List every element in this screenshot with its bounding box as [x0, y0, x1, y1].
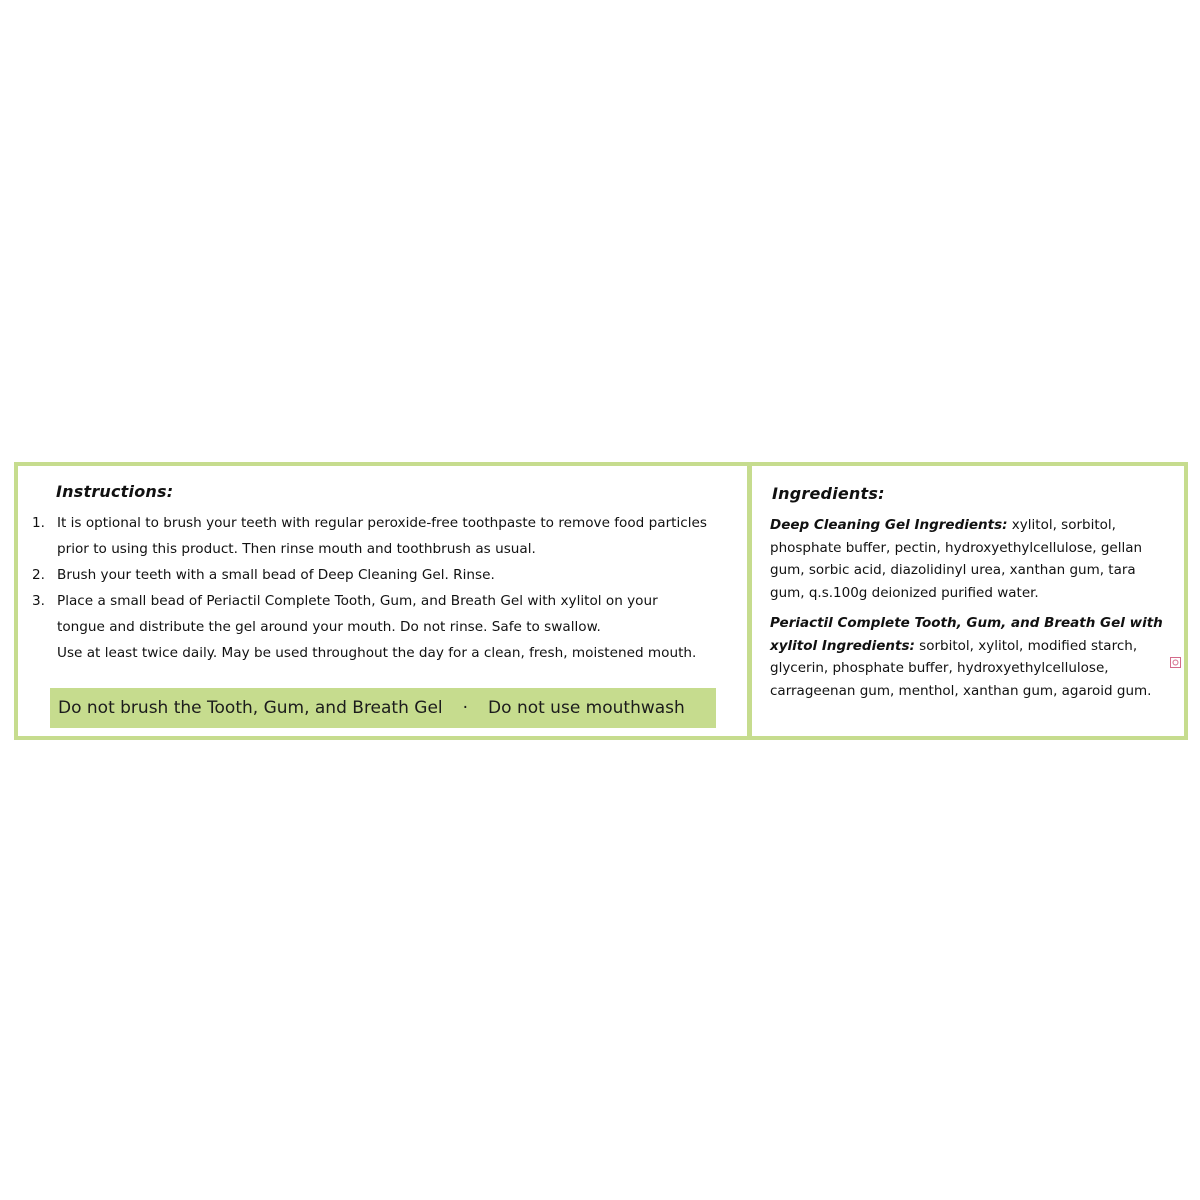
ingredient-text: phosphate buffer, pectin, hydroxyethylcellulose, gellan: [770, 539, 1143, 556]
instructions-list: [32, 510, 744, 666]
panel-divider: [747, 466, 752, 736]
deep-cleaning-ingredients: [770, 514, 1175, 604]
step-number: 2.: [32, 567, 45, 583]
ingredient-text: sorbitol, xylitol, modified starch,: [914, 637, 1138, 654]
step-text: Brush your teeth with a small bead of Deep Cleaning Gel. Rinse.: [57, 567, 495, 583]
anchor-marker-icon: [1170, 657, 1181, 668]
ingredient-text: xylitol, sorbitol,: [1007, 517, 1116, 533]
complete-gel-label: Periactil Complete Tooth, Gum, and Breath Gel with: [770, 615, 1163, 631]
ingredient-text: gum, q.s.100g deionized purified water.: [770, 584, 1039, 601]
instruction-step-2: [32, 562, 744, 588]
ingredient-text: gum, sorbic acid, diazolidinyl urea, xanthan gum, tara: [770, 562, 1136, 578]
instruction-step-3: [32, 588, 744, 666]
step-number: 1.: [32, 515, 45, 531]
deep-cleaning-label: Deep Cleaning Gel Ingredients:: [770, 517, 1008, 533]
step-text: Use at least twice daily. May be used throughout the day for a clean, fresh, moistened mouth.: [57, 645, 697, 661]
step-text: tongue and distribute the gel around your mouth. Do not rinse. Safe to swallow.: [57, 619, 601, 635]
complete-gel-ingredients: [770, 612, 1175, 702]
warning-no-brush-gel: Do not brush the Tooth, Gum, and Breath Gel: [58, 698, 443, 718]
step-text: prior to using this product. Then rinse mouth and toothbrush as usual.: [57, 541, 536, 557]
instructions-heading: Instructions:: [56, 482, 174, 501]
step-number: 3.: [32, 593, 45, 609]
ingredient-line: [770, 635, 1175, 658]
warning-no-mouthwash: Do not use mouthwash: [488, 698, 685, 718]
complete-gel-label-end: xylitol Ingredients:: [770, 637, 915, 654]
ingredients-heading: Ingredients:: [772, 484, 885, 503]
step-text: It is optional to brush your teeth with regular peroxide-free toothpaste to remove food particles: [57, 515, 707, 531]
step-text: Place a small bead of Periactil Complete Tooth, Gum, and Breath Gel with xylitol on your: [57, 593, 658, 609]
ingredient-text: glycerin, phosphate buffer, hydroxyethylcellulose,: [770, 660, 1109, 676]
ingredient-line: [770, 514, 1175, 537]
ingredient-text: carrageenan gum, menthol, xanthan gum, agaroid gum.: [770, 682, 1152, 699]
instruction-step-1: [32, 510, 744, 562]
warning-banner: [50, 688, 716, 728]
warning-separator: ·: [462, 698, 469, 718]
